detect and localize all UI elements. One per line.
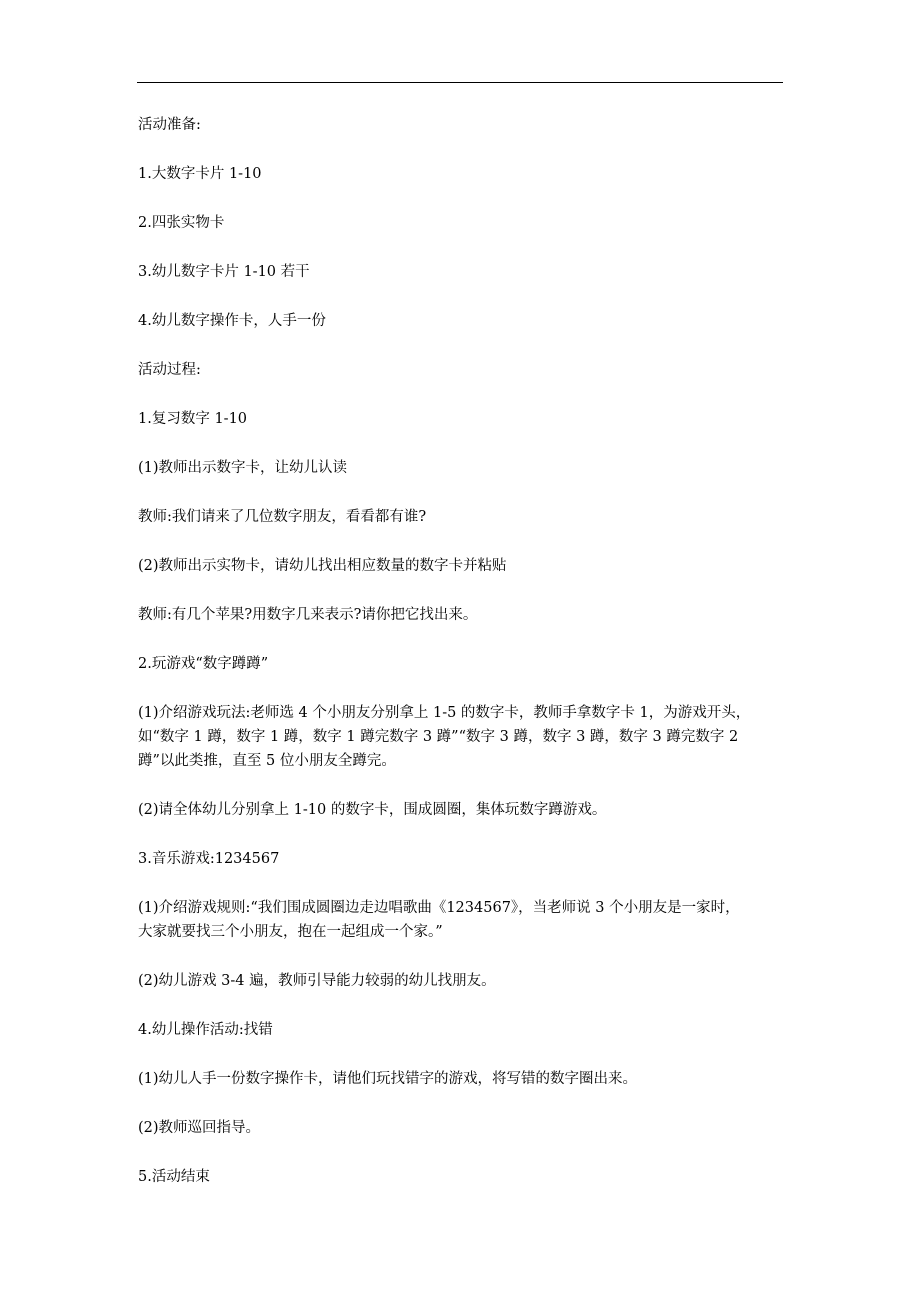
- step-3-sub-2: (2)幼儿游戏 3-4 遍，教师引导能力较弱的幼儿找朋友。: [138, 973, 496, 989]
- header-rule: [137, 82, 783, 83]
- step-3-title: 3.音乐游戏:1234567: [138, 851, 280, 867]
- heading-preparation: 活动准备:: [138, 117, 201, 133]
- step-1-sub-2: (2)教师出示实物卡，请幼儿找出相应数量的数字卡并粘贴: [138, 558, 507, 574]
- prep-item-4: 4.幼儿数字操作卡，人手一份: [138, 313, 326, 329]
- step-4-title: 4.幼儿操作活动:找错: [138, 1022, 273, 1038]
- heading-process: 活动过程:: [138, 362, 201, 378]
- teacher-line-2: 教师:有几个苹果?用数字几来表示?请你把它找出来。: [138, 607, 478, 623]
- step-2-sub-2: (2)请全体幼儿分别拿上 1-10 的数字卡，围成圆圈，集体玩数字蹲游戏。: [138, 802, 607, 818]
- step-4-sub-2: (2)教师巡回指导。: [138, 1120, 261, 1136]
- step-4-sub-1: (1)幼儿人手一份数字操作卡，请他们玩找错字的游戏，将写错的数字圈出来。: [138, 1071, 638, 1087]
- step-5-title: 5.活动结束: [138, 1169, 210, 1185]
- step-2-sub-1: (1)介绍游戏玩法:老师选 4 个小朋友分别拿上 1-5 的数字卡，教师手拿数字卡 1，为游戏开头， 如“数字 1 蹲，数字 1 蹲，数字 1 蹲完数字 3 蹲”“数字 3 蹲，数字 3 蹲，数字 3 蹲完数字 2 蹲”以此类推，直至 5 位小朋友全蹲完。: [138, 705, 751, 769]
- teacher-line-1: 教师:我们请来了几位数字朋友，看看都有谁?: [138, 509, 427, 525]
- prep-item-1: 1.大数字卡片 1-10: [138, 166, 262, 182]
- step-1-title: 1.复习数字 1-10: [138, 411, 248, 427]
- step-1-sub-1: (1)教师出示数字卡，让幼儿认读: [138, 460, 348, 476]
- prep-item-2: 2.四张实物卡: [138, 215, 225, 231]
- prep-item-3: 3.幼儿数字卡片 1-10 若干: [138, 264, 310, 280]
- step-2-title: 2.玩游戏“数字蹲蹲”: [138, 656, 269, 672]
- step-3-sub-1: (1)介绍游戏规则:“我们围成圆圈边走边唱歌曲《1234567》，当老师说 3 个小朋友是一家时， 大家就要找三个小朋友，抱在一起组成一个家。”: [138, 900, 740, 940]
- document-body: [138, 113, 788, 1214]
